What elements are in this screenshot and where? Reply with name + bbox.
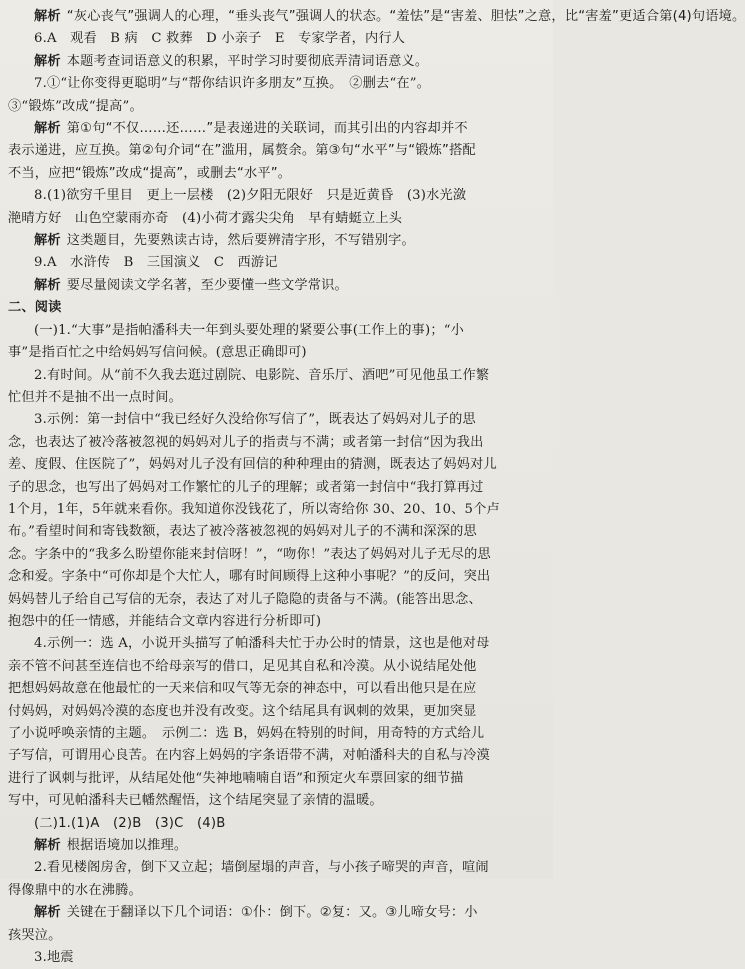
line-text: 差、度假、住医院了”，妈妈对儿子没有回信的种种理由的猜测，既表达了妈妈对儿 — [8, 457, 497, 473]
line-text: 滟晴方好 山色空蒙雨亦奇 (4)小荷才露尖尖角 早有蜻蜓立上头 — [8, 210, 403, 226]
text-line — [8, 566, 543, 588]
line-text: ③“锻炼”改成“提高”。 — [8, 98, 143, 114]
line-text: 念。字条中的“我多么盼望你能来封信呀！”，“吻你！”表达了妈妈对儿子无尽的思 — [8, 546, 491, 562]
text-line — [8, 925, 543, 947]
text-line — [8, 185, 543, 207]
line-text: 3.示例：第一封信中“我已经好久没给你写信了”，既表达了妈妈对儿子的思 — [34, 412, 476, 428]
line-text: 二、阅读 — [8, 300, 62, 316]
analysis-label: 解析 — [34, 53, 61, 69]
line-text: 得像鼎中的水在沸腾。 — [8, 882, 142, 898]
text-line — [8, 835, 543, 857]
text-line — [8, 208, 543, 230]
text-line — [8, 230, 543, 252]
text-line — [8, 140, 543, 162]
text-line — [8, 521, 543, 543]
text-line — [8, 768, 543, 790]
line-text: 9.A 水浒传 B 三国演义 C 西游记 — [34, 255, 278, 271]
line-text: 2.有时间。从“前不久我去逛过剧院、电影院、音乐厅、酒吧”可见他虽工作繁 — [34, 367, 490, 383]
line-text: 7.①“让你变得更聪明”与“帮你结识许多朋友”互换。 ②删去“在”。 — [34, 76, 431, 92]
line-text: 妈妈替儿子给自己写信的无奈，表达了对儿子隐隐的责备与不满。(能答出思念、 — [8, 591, 482, 607]
text-line — [8, 723, 543, 745]
text-line — [8, 51, 543, 73]
text-line — [8, 880, 543, 902]
text-line — [8, 342, 543, 364]
text-line — [8, 28, 543, 50]
text-line — [8, 813, 543, 835]
analysis-label: 解析 — [34, 233, 61, 249]
line-text: 不当，应把“锻炼”改成“提高”，或删去“水平”。 — [8, 165, 292, 181]
analysis-label: 解析 — [34, 121, 61, 137]
text-line — [8, 902, 543, 924]
line-text: 第①句“不仅……还……”是表递进的关联词，而其引出的内容却并不 — [66, 121, 468, 137]
line-text: “灰心丧气”强调人的心理，“垂头丧气”强调人的状态。“羞怯”是“害羞、胆怯”之意，比“害羞”更适合第(4)句语境。 — [66, 9, 745, 24]
text-line — [8, 454, 543, 476]
line-text: 6.A 观看 B 病 C 救葬 D 小亲子 E 专家学者，内行人 — [34, 31, 406, 47]
analysis-label: 解析 — [34, 277, 61, 293]
line-text: 3.地震 — [34, 950, 74, 966]
line-text: 念和爱。字条中“可你却是个大忙人，哪有时间顾得上这种小事呢？”的反问，突出 — [8, 569, 491, 585]
text-line — [8, 275, 543, 297]
line-text: 孩哭泣。 — [8, 927, 62, 943]
text-line — [8, 118, 543, 140]
line-text: 关键在于翻译以下几个词语：①仆：倒下。②复：又。③儿啼女号：小 — [66, 905, 478, 921]
text-line — [8, 589, 543, 611]
line-text: 念，也表达了被冷落被忽视的妈妈对儿子的指责与不满；或者第一封信“因为我出 — [8, 434, 484, 450]
line-text: 事”是指百忙之中给妈妈写信问候。(意思正确即可) — [8, 345, 307, 361]
line-text: 2.看见楼阁房舍，倒下又立起；墙倒屋塌的声音，与小孩子啼哭的声音，喧闹 — [34, 860, 489, 876]
text-line — [8, 387, 543, 409]
text-line — [8, 611, 543, 633]
line-text: 进行了讽刺与批评，从结尾处他“失神地喃喃自语”和预定火车票回家的细节描 — [8, 770, 464, 786]
line-text: 1个月，1年，5年就来看你。我知道你没钱花了，所以寄给你 30、20、10、5个卢 — [8, 501, 500, 517]
text-line — [8, 252, 543, 274]
line-text: 抱怨中的任一情感，并能结合文章内容进行分析即可) — [8, 613, 322, 629]
line-text: 4.示例一：选 A，小说开头描写了帕潘科夫忙于办公时的情景，这也是他对母 — [34, 636, 490, 652]
line-text: 根据语境加以推理。 — [66, 838, 188, 854]
text-line — [8, 320, 543, 342]
line-text: (一)1.“大事”是指帕潘科夫一年到头要处理的紧要公事(工作上的事)；“小 — [34, 322, 465, 338]
text-line — [8, 297, 543, 319]
text-line — [8, 365, 543, 387]
analysis-label: 解析 — [34, 905, 61, 921]
text-line — [8, 477, 543, 499]
analysis-label: 解析 — [34, 9, 61, 24]
text-line — [8, 432, 543, 454]
text-line — [8, 73, 543, 95]
text-line — [8, 947, 543, 969]
analysis-label: 解析 — [34, 838, 61, 854]
text-line — [8, 678, 543, 700]
text-line — [8, 633, 543, 655]
line-text: 付妈妈，对妈妈冷漠的态度也并没有改变。这个结尾具有讽刺的效果，更加突显 — [8, 703, 477, 719]
text-line — [8, 544, 543, 566]
line-text: 亲不管不问甚至连信也不给母亲写的借口，足见其自私和冷漠。从小说结尾处他 — [8, 658, 477, 674]
text-line — [8, 163, 543, 185]
text-line — [8, 499, 543, 521]
line-text: (二)1.(1)A (2)B (3)C (4)B — [34, 815, 226, 831]
text-line — [8, 857, 543, 879]
text-line — [8, 790, 543, 812]
text-line — [8, 745, 543, 767]
line-text: 把想妈妈故意在他最忙的一天来信和叹气等无奈的神态中，可以看出他只是在应 — [8, 681, 477, 697]
line-text: 布。”看望时间和寄钱数额，表达了被冷落被忽视的妈妈对儿子的不满和深深的思 — [8, 524, 477, 540]
line-text: 写中，可见帕潘科夫已幡然醒悟，这个结尾突显了亲情的温暖。 — [8, 793, 383, 809]
line-text: 要尽量阅读文学名著，至少要懂一些文学常识。 — [66, 277, 348, 293]
line-text: 表示递进，应互换。第②句介词“在”滥用，属赘余。第③句“水平”与“锻炼”搭配 — [8, 143, 476, 159]
text-line — [8, 656, 543, 678]
line-text: 这类题目，先要熟读古诗，然后要辨清字形，不写错别字。 — [66, 233, 415, 249]
text-line — [8, 96, 543, 118]
text-line — [8, 701, 543, 723]
line-text: 了小说呼唤亲情的主题。 示例二：选 B，妈妈在特别的时间，用奇特的方式给儿 — [8, 726, 485, 741]
line-text: 子的思念，也写出了妈妈对工作繁忙的儿子的理解；或者第一封信中“我打算再过 — [8, 479, 484, 495]
line-text: 子写信，可谓用心良苦。在内容上妈妈的字条语带不满，对帕潘科夫的自私与冷漠 — [8, 748, 490, 764]
line-text: 本题考查词语意义的积累，平时学习时要彻底弄清词语意义。 — [66, 53, 429, 69]
line-text: 8.(1)欲穷千里目 更上一层楼 (2)夕阳无限好 只是近黄昏 (3)水光潋 — [34, 188, 467, 204]
text-line — [8, 409, 543, 431]
line-text: 忙但并不是抽不出一点时间。 — [8, 389, 183, 405]
text-line — [8, 6, 745, 28]
